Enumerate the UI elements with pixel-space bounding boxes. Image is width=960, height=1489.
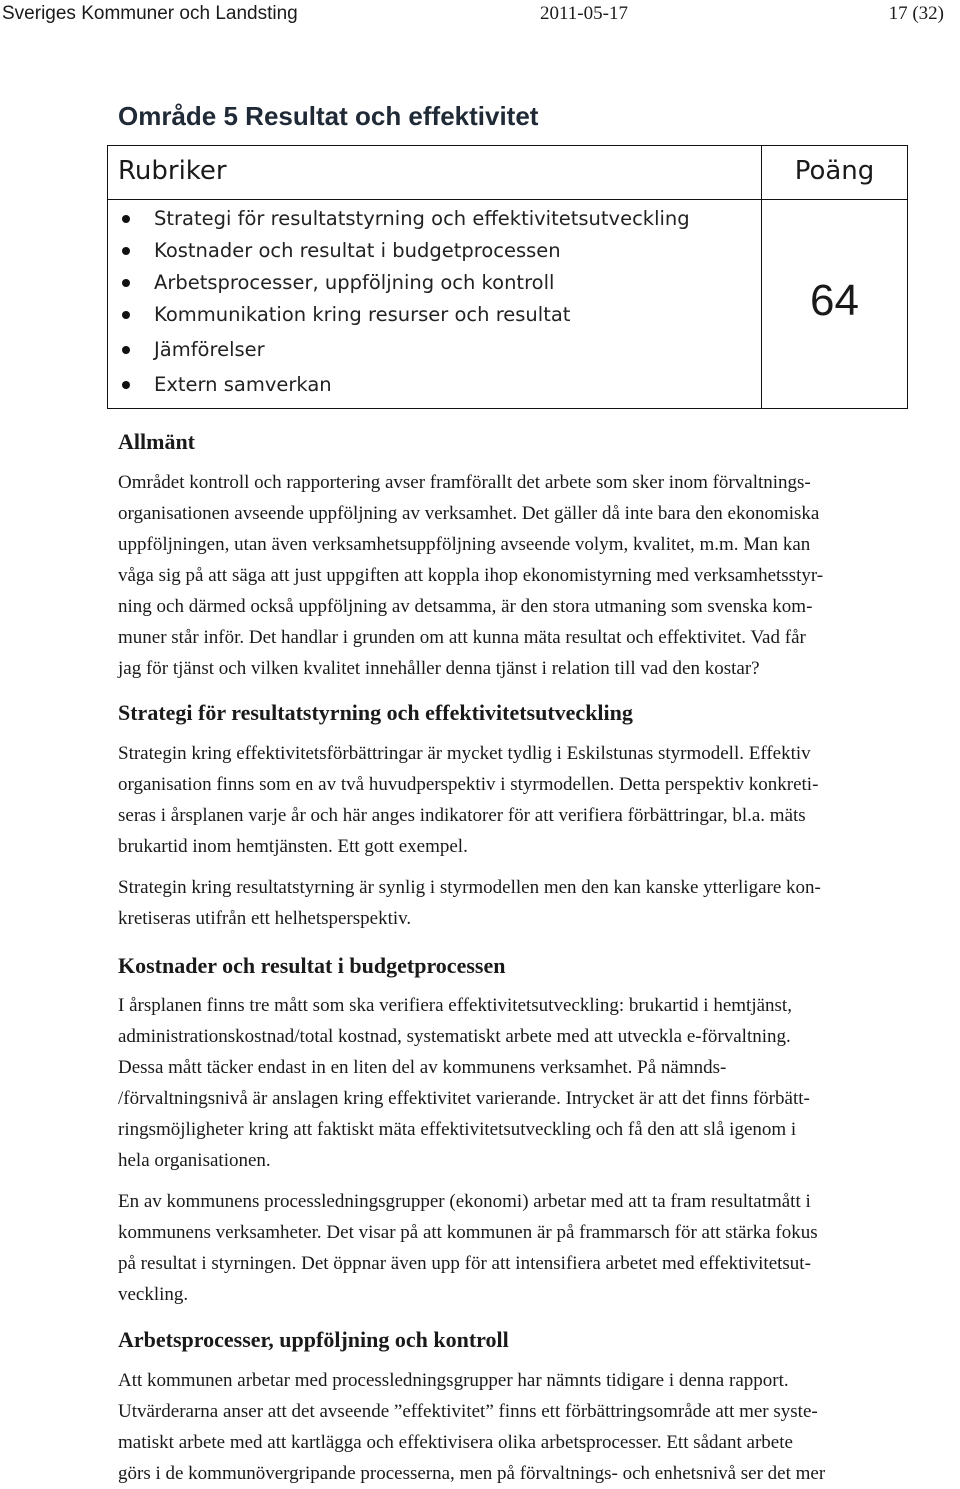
paragraph <box>118 467 948 684</box>
text-line: Dessa mått täcker endast in en liten del av kommunens verksamhet. På nämnds- <box>118 1057 727 1078</box>
score-table-header <box>108 146 907 200</box>
list-item-text: Arbetsprocesser, uppföljning och kontroll <box>154 271 555 294</box>
text-line: våga sig på att säga att just uppgiften att koppla ihop ekonomistyrning med verksamhetsstyr- <box>118 565 824 586</box>
paragraph <box>118 1365 948 1489</box>
bullet-icon <box>122 247 130 255</box>
text-line: brukartid inom hemtjänsten. Ett gott exempel. <box>118 836 468 857</box>
section-heading-strategi: Strategi för resultatstyrning och effektivitetsutveckling <box>118 700 633 725</box>
list-item-text: Strategi för resultatstyrning och effektivitetsutveckling <box>154 207 690 230</box>
bullet-icon <box>122 279 130 287</box>
text-line: Utvärderarna anser att det avseende ”effektivitet” finns ett förbättringsområde att mer syste- <box>118 1401 818 1422</box>
header-organization: Sveriges Kommuner och Landsting <box>2 3 298 24</box>
text-line: ringsmöjligheter kring att faktiskt mäta effektivitetsutveckling och få den att slå igenom i <box>118 1119 797 1140</box>
paragraph <box>118 1186 948 1310</box>
text-line: Strategin kring effektivitetsförbättringar är mycket tydlig i Eskilstunas styrmodell. Effektiv <box>118 743 811 764</box>
list-item-text: Kostnader och resultat i budgetprocessen <box>154 239 561 262</box>
list-item <box>108 300 758 335</box>
text-line: görs i de kommunövergripande processerna, men på förvaltnings- och enhetsnivå ser det mer <box>118 1463 826 1484</box>
text-line: muner står inför. Det handlar i grunden om att kunna mäta resultat och effektivitet. Vad får <box>118 627 806 648</box>
text-line: organisation finns som en av två huvudperspektiv i styrmodellen. Detta perspektiv konkreti- <box>118 774 819 795</box>
text-line: seras i årsplanen varje år och här anges indikatorer för att verifiera förbättringar, bl.a. mäts <box>118 805 806 826</box>
column-header-poang: Poäng <box>794 156 875 186</box>
text-line: administrationskostnad/total kostnad, systematiskt arbete med att utveckla e-förvaltning. <box>118 1026 791 1047</box>
table-column-divider <box>761 146 762 408</box>
list-item <box>108 370 758 405</box>
text-line: Området kontroll och rapportering avser framförallt det arbete som sker inom förvaltnings- <box>118 472 811 493</box>
text-line: kretiseras utifrån ett helhetsperspektiv. <box>118 908 412 929</box>
text-line: matiskt arbete med att kartlägga och effektivisera olika arbetsprocesser. Ett sådant arbete <box>118 1432 793 1453</box>
bullet-icon <box>122 346 130 354</box>
column-header-rubriker: Rubriker <box>118 156 227 186</box>
text-line: kommunens verksamheter. Det visar på att kommunen är på frammarsch för att stärka fokus <box>118 1222 818 1243</box>
header-page-number: 17 (32) <box>888 3 944 24</box>
list-item-text: Kommunikation kring resurser och resultat <box>154 303 571 326</box>
paragraph <box>118 872 948 934</box>
text-line: ning och därmed också uppföljning av detsamma, är den stora utmaning som svenska kom- <box>118 596 813 617</box>
text-line: En av kommunens processledningsgrupper (ekonomi) arbetar med att ta fram resultatmått i <box>118 1191 811 1212</box>
text-line: på resultat i styrningen. Det öppnar även upp för att intensifiera arbetet med effektivitetsut- <box>118 1253 811 1274</box>
text-line: uppföljningen, utan även verksamhetsuppföljning avseende volym, kvalitet, m.m. Man kan <box>118 534 811 555</box>
list-item <box>108 204 758 236</box>
list-item <box>108 268 758 300</box>
list-item-text: Jämförelser <box>154 338 265 361</box>
area-title: Område 5 Resultat och effektivitet <box>118 101 539 131</box>
text-line: jag för tjänst och vilken kvalitet innehåller denna tjänst i relation till vad den kostar? <box>118 658 760 679</box>
list-item-text: Extern samverkan <box>154 373 332 396</box>
bullet-icon <box>122 311 130 319</box>
text-line: organisationen avseende uppföljning av verksamhet. Det gäller då inte bara den ekonomiska <box>118 503 820 524</box>
paragraph <box>118 738 948 862</box>
text-line: veckling. <box>118 1284 189 1305</box>
text-line: Att kommunen arbetar med processledningsgrupper har nämnts tidigare i denna rapport. <box>118 1370 789 1391</box>
section-heading-kostnader: Kostnader och resultat i budgetprocessen <box>118 953 506 978</box>
list-item <box>108 236 758 268</box>
points-value: 64 <box>810 276 859 325</box>
text-line: I årsplanen finns tre mått som ska verifiera effektivitetsutveckling: brukartid i hemtjänst, <box>118 995 792 1016</box>
header-date: 2011-05-17 <box>540 3 628 24</box>
section-heading-allmant: Allmänt <box>118 429 195 454</box>
text-line: Strategin kring resultatstyrning är synlig i styrmodellen men den kan kanske ytterligare kon- <box>118 877 821 898</box>
bullet-icon <box>122 215 130 223</box>
list-item <box>108 335 758 370</box>
section-heading-arbetsprocesser: Arbetsprocesser, uppföljning och kontroll <box>118 1327 509 1352</box>
text-line: hela organisationen. <box>118 1150 271 1171</box>
paragraph <box>118 990 948 1176</box>
text-line: /förvaltningsnivå är anslagen kring effektivitet varierande. Intrycket är att det finns förbätt- <box>118 1088 810 1109</box>
page-header <box>0 1 960 27</box>
score-table <box>107 145 908 409</box>
bullet-icon <box>122 381 130 389</box>
rubriker-list <box>108 204 758 405</box>
